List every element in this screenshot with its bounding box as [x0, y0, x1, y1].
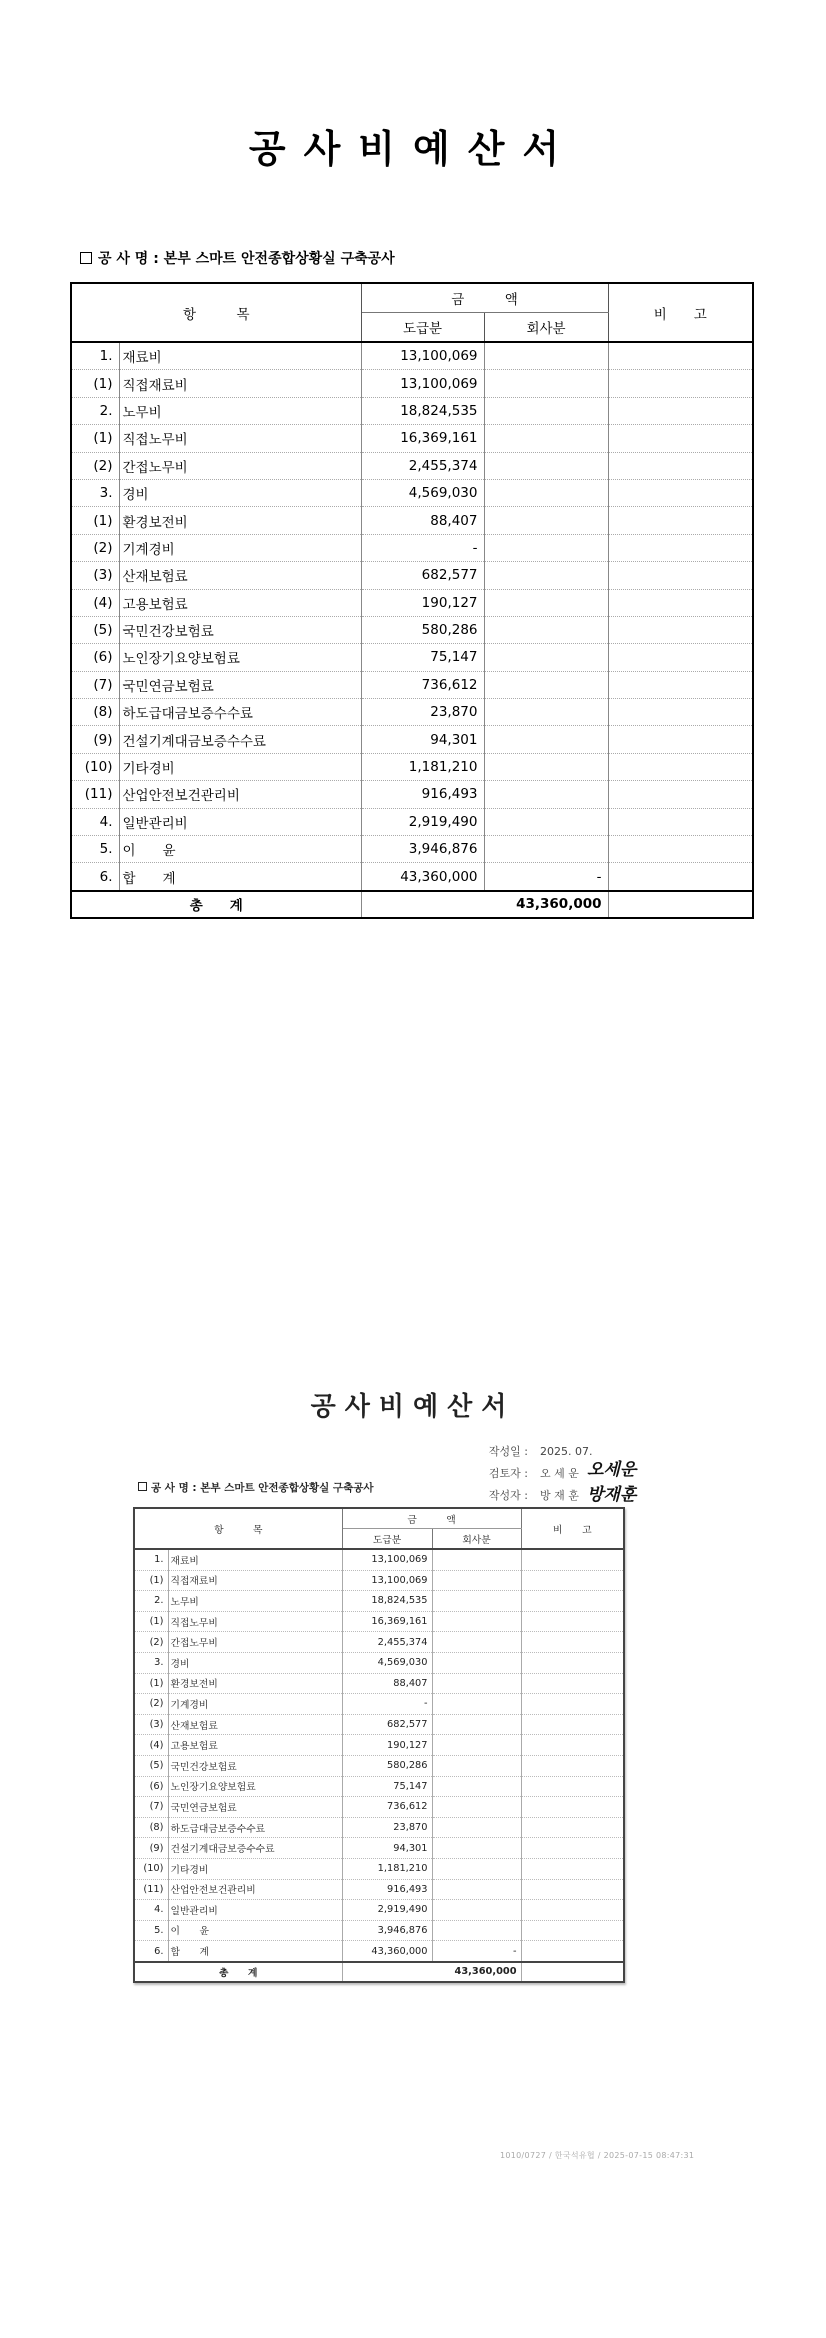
header-amount: 금 액	[361, 283, 608, 313]
row-company-amount	[432, 1858, 521, 1879]
row-number: (1)	[134, 1611, 168, 1632]
row-company-amount	[432, 1879, 521, 1900]
row-number: (1)	[71, 425, 119, 452]
row-company-amount	[484, 452, 608, 479]
row-company-amount	[484, 671, 608, 698]
row-contract-amount: 1,181,210	[342, 1858, 432, 1879]
row-company-amount	[432, 1570, 521, 1591]
row-remarks	[608, 425, 753, 452]
row-label: 합 계	[119, 863, 361, 891]
table-row	[134, 1817, 624, 1838]
row-label: 기계경비	[168, 1694, 342, 1715]
row-number: (3)	[71, 562, 119, 589]
row-number: (2)	[71, 452, 119, 479]
row-contract-amount: 190,127	[361, 589, 484, 616]
row-label: 국민연금보험료	[168, 1797, 342, 1818]
header-company: 회사분	[432, 1529, 521, 1550]
row-contract-amount: 75,147	[342, 1776, 432, 1797]
author-name: 방 재 훈	[540, 1489, 579, 1502]
row-remarks	[521, 1714, 624, 1735]
row-contract-amount: 94,301	[361, 726, 484, 753]
print-stamp: 1010/0727 / 한국석유협 / 2025-07-15 08:47:31	[500, 2151, 695, 2160]
row-label: 국민연금보험료	[119, 671, 361, 698]
row-company-amount	[484, 534, 608, 561]
table-row	[134, 1652, 624, 1673]
row-company-amount	[484, 644, 608, 671]
row-number: (7)	[134, 1797, 168, 1818]
row-label: 산재보험료	[119, 562, 361, 589]
row-company-amount	[432, 1755, 521, 1776]
row-contract-amount: 88,407	[361, 507, 484, 534]
row-number: (10)	[71, 753, 119, 780]
checkbox-square-icon	[138, 1482, 147, 1491]
table-row	[134, 1920, 624, 1941]
table-row	[134, 1858, 624, 1879]
budget-table	[70, 282, 754, 919]
row-number: (2)	[134, 1694, 168, 1715]
row-contract-amount: 13,100,069	[342, 1570, 432, 1591]
row-remarks	[608, 342, 753, 370]
table-row	[71, 699, 753, 726]
row-contract-amount: 2,455,374	[361, 452, 484, 479]
row-remarks	[521, 1632, 624, 1653]
row-remarks	[608, 808, 753, 835]
row-company-amount	[432, 1920, 521, 1941]
table-row	[134, 1591, 624, 1612]
table-row	[71, 370, 753, 397]
row-company-amount	[432, 1900, 521, 1921]
row-remarks	[608, 589, 753, 616]
reviewer-line	[472, 1465, 579, 1481]
row-company-amount	[432, 1838, 521, 1859]
project-label: 공 사 명 : 본부 스마트 안전종합상황실 구축공사	[151, 1482, 374, 1494]
row-remarks	[608, 534, 753, 561]
row-contract-amount: 682,577	[342, 1714, 432, 1735]
row-company-amount	[432, 1776, 521, 1797]
header-remarks: 비 고	[521, 1508, 624, 1549]
row-label: 하도급대금보증수수료	[119, 699, 361, 726]
row-contract-amount: 2,919,490	[361, 808, 484, 835]
row-company-amount	[432, 1694, 521, 1715]
row-label: 건설기계대금보증수수료	[168, 1838, 342, 1859]
table-row	[134, 1797, 624, 1818]
row-label: 일반관리비	[168, 1900, 342, 1921]
row-contract-amount: 736,612	[342, 1797, 432, 1818]
row-number: 2.	[134, 1591, 168, 1612]
row-contract-amount: 94,301	[342, 1838, 432, 1859]
row-remarks	[521, 1570, 624, 1591]
row-company-amount	[484, 808, 608, 835]
row-contract-amount: 16,369,161	[361, 425, 484, 452]
row-remarks	[521, 1591, 624, 1612]
row-remarks	[608, 616, 753, 643]
row-remarks	[608, 562, 753, 589]
row-number: 3.	[134, 1652, 168, 1673]
row-number: 1.	[71, 342, 119, 370]
row-label: 환경보전비	[119, 507, 361, 534]
row-label: 환경보전비	[168, 1673, 342, 1694]
total-remarks	[608, 891, 753, 918]
row-remarks	[521, 1817, 624, 1838]
row-label: 노인장기요양보험료	[168, 1776, 342, 1797]
row-company-amount	[484, 507, 608, 534]
total-remarks	[521, 1962, 624, 1982]
row-label: 노인장기요양보험료	[119, 644, 361, 671]
table-row	[71, 808, 753, 835]
row-remarks	[521, 1838, 624, 1859]
row-company-amount	[432, 1817, 521, 1838]
table-row	[134, 1879, 624, 1900]
row-label: 재료비	[168, 1549, 342, 1570]
table-row	[71, 781, 753, 808]
table-row	[71, 397, 753, 424]
reviewer-label: 검토자 :	[488, 1467, 528, 1480]
row-company-amount	[484, 836, 608, 863]
row-number: 6.	[71, 863, 119, 891]
row-contract-amount: 3,946,876	[342, 1920, 432, 1941]
row-remarks	[521, 1694, 624, 1715]
row-company-amount	[432, 1591, 521, 1612]
row-company-amount	[484, 397, 608, 424]
row-label: 산재보험료	[168, 1714, 342, 1735]
table-row	[71, 753, 753, 780]
row-company-amount	[484, 781, 608, 808]
project-name	[80, 248, 395, 268]
row-remarks	[521, 1900, 624, 1921]
row-company-amount	[484, 753, 608, 780]
row-company-amount	[432, 1797, 521, 1818]
row-label: 직접노무비	[168, 1611, 342, 1632]
row-label: 고용보험료	[168, 1735, 342, 1756]
table-row	[134, 1632, 624, 1653]
row-remarks	[608, 479, 753, 506]
row-label: 직접노무비	[119, 425, 361, 452]
row-company-amount	[484, 370, 608, 397]
scanned-document-title: 공사비예산서	[310, 1392, 516, 1422]
row-number: 1.	[134, 1549, 168, 1570]
row-label: 직접재료비	[168, 1570, 342, 1591]
row-number: (9)	[71, 726, 119, 753]
row-remarks	[608, 644, 753, 671]
row-number: 5.	[71, 836, 119, 863]
row-label: 간접노무비	[119, 452, 361, 479]
row-label: 고용보험료	[119, 589, 361, 616]
row-label: 기계경비	[119, 534, 361, 561]
row-company-amount	[484, 562, 608, 589]
total-row	[134, 1962, 624, 1982]
row-label: 기타경비	[168, 1858, 342, 1879]
table-row	[134, 1549, 624, 1570]
row-remarks	[608, 671, 753, 698]
row-contract-amount: 43,360,000	[361, 863, 484, 891]
row-contract-amount: 23,870	[342, 1817, 432, 1838]
row-company-amount	[484, 342, 608, 370]
row-contract-amount: 13,100,069	[361, 342, 484, 370]
row-contract-amount: 736,612	[361, 671, 484, 698]
header-contract: 도급분	[342, 1529, 432, 1550]
table-row	[134, 1673, 624, 1694]
row-contract-amount: 916,493	[342, 1879, 432, 1900]
row-number: (2)	[134, 1632, 168, 1653]
table-row	[71, 452, 753, 479]
row-remarks	[608, 781, 753, 808]
scanned-project-name	[138, 1480, 374, 1495]
row-contract-amount: 580,286	[361, 616, 484, 643]
checkbox-square-icon	[80, 252, 92, 264]
table-row	[134, 1611, 624, 1632]
row-remarks	[521, 1776, 624, 1797]
row-contract-amount: 2,919,490	[342, 1900, 432, 1921]
row-number: (6)	[71, 644, 119, 671]
row-label: 국민건강보험료	[119, 616, 361, 643]
table-row	[134, 1776, 624, 1797]
row-number: 4.	[134, 1900, 168, 1921]
row-number: (11)	[71, 781, 119, 808]
row-contract-amount: 916,493	[361, 781, 484, 808]
row-contract-amount: -	[361, 534, 484, 561]
table-row	[134, 1735, 624, 1756]
row-remarks	[608, 699, 753, 726]
row-number: (2)	[71, 534, 119, 561]
scanned-budget-table	[133, 1507, 625, 1983]
date-value: 2025. 07.	[540, 1445, 593, 1458]
table-row	[71, 863, 753, 891]
table-row	[134, 1570, 624, 1591]
table-row	[71, 562, 753, 589]
total-value: 43,360,000	[361, 891, 608, 918]
row-remarks	[608, 753, 753, 780]
row-label: 이 윤	[119, 836, 361, 863]
row-number: (7)	[71, 671, 119, 698]
row-number: (1)	[134, 1570, 168, 1591]
table-row	[71, 589, 753, 616]
row-company-amount	[484, 425, 608, 452]
row-number: (11)	[134, 1879, 168, 1900]
row-contract-amount: 13,100,069	[361, 370, 484, 397]
row-label: 경비	[168, 1652, 342, 1673]
header-item: 항 목	[71, 283, 361, 342]
row-company-amount	[484, 479, 608, 506]
row-label: 건설기계대금보증수수료	[119, 726, 361, 753]
row-contract-amount: 4,569,030	[361, 479, 484, 506]
row-contract-amount: 682,577	[361, 562, 484, 589]
row-number: 3.	[71, 479, 119, 506]
row-number: (4)	[134, 1735, 168, 1756]
reviewer-signature: 오세운	[587, 1460, 637, 1480]
table-row	[71, 507, 753, 534]
row-label: 하도급대금보증수수료	[168, 1817, 342, 1838]
row-number: (9)	[134, 1838, 168, 1859]
row-company-amount	[484, 589, 608, 616]
table-row	[71, 671, 753, 698]
row-number: (4)	[71, 589, 119, 616]
author-signature: 방재훈	[587, 1485, 637, 1505]
total-row	[71, 891, 753, 918]
row-company-amount: -	[484, 863, 608, 891]
row-number: (5)	[71, 616, 119, 643]
header-amount: 금 액	[342, 1508, 521, 1529]
row-company-amount	[432, 1735, 521, 1756]
header-remarks: 비 고	[608, 283, 753, 342]
table-row	[134, 1755, 624, 1776]
date-label: 작성일 :	[488, 1445, 528, 1458]
row-company-amount: -	[432, 1941, 521, 1962]
row-company-amount	[432, 1549, 521, 1570]
row-contract-amount: 23,870	[361, 699, 484, 726]
row-remarks	[608, 863, 753, 891]
row-remarks	[521, 1941, 624, 1962]
row-label: 일반관리비	[119, 808, 361, 835]
row-company-amount	[432, 1611, 521, 1632]
row-company-amount	[484, 726, 608, 753]
row-contract-amount: 4,569,030	[342, 1652, 432, 1673]
row-number: 2.	[71, 397, 119, 424]
row-contract-amount: -	[342, 1694, 432, 1715]
table-row	[71, 726, 753, 753]
date-line	[472, 1443, 592, 1459]
table-row	[134, 1694, 624, 1715]
table-row	[71, 836, 753, 863]
table-row	[71, 479, 753, 506]
row-contract-amount: 75,147	[361, 644, 484, 671]
row-label: 산업안전보건관리비	[119, 781, 361, 808]
table-row	[134, 1941, 624, 1962]
row-company-amount	[432, 1652, 521, 1673]
row-label: 직접재료비	[119, 370, 361, 397]
row-remarks	[521, 1673, 624, 1694]
row-label: 간접노무비	[168, 1632, 342, 1653]
row-number: 5.	[134, 1920, 168, 1941]
row-contract-amount: 1,181,210	[361, 753, 484, 780]
row-number: 6.	[134, 1941, 168, 1962]
author-label: 작성자 :	[488, 1489, 528, 1502]
row-label: 노무비	[168, 1591, 342, 1612]
row-remarks	[521, 1735, 624, 1756]
row-remarks	[608, 726, 753, 753]
row-remarks	[521, 1858, 624, 1879]
row-remarks	[521, 1879, 624, 1900]
header-contract: 도급분	[361, 313, 484, 343]
row-number: (1)	[134, 1673, 168, 1694]
row-remarks	[521, 1797, 624, 1818]
row-contract-amount: 190,127	[342, 1735, 432, 1756]
header-company: 회사분	[484, 313, 608, 343]
row-label: 경비	[119, 479, 361, 506]
table-row	[134, 1838, 624, 1859]
row-company-amount	[484, 699, 608, 726]
row-remarks	[521, 1755, 624, 1776]
table-row	[71, 342, 753, 370]
row-contract-amount: 3,946,876	[361, 836, 484, 863]
table-row	[134, 1714, 624, 1735]
row-contract-amount: 2,455,374	[342, 1632, 432, 1653]
row-remarks	[608, 507, 753, 534]
table-row	[71, 644, 753, 671]
row-contract-amount: 43,360,000	[342, 1941, 432, 1962]
row-number: (1)	[71, 507, 119, 534]
row-remarks	[608, 452, 753, 479]
row-remarks	[521, 1611, 624, 1632]
row-company-amount	[432, 1632, 521, 1653]
row-company-amount	[432, 1714, 521, 1735]
row-label: 합 계	[168, 1941, 342, 1962]
row-remarks	[521, 1920, 624, 1941]
row-remarks	[608, 397, 753, 424]
row-remarks	[521, 1549, 624, 1570]
row-number: (10)	[134, 1858, 168, 1879]
row-label: 이 윤	[168, 1920, 342, 1941]
row-contract-amount: 13,100,069	[342, 1549, 432, 1570]
row-number: (5)	[134, 1755, 168, 1776]
author-line	[472, 1487, 579, 1503]
document-title: 공사비예산서	[248, 127, 578, 171]
row-contract-amount: 16,369,161	[342, 1611, 432, 1632]
table-row	[71, 534, 753, 561]
row-remarks	[608, 836, 753, 863]
total-label: 총 계	[71, 891, 361, 918]
row-number: (8)	[71, 699, 119, 726]
table-row	[71, 425, 753, 452]
row-contract-amount: 18,824,535	[342, 1591, 432, 1612]
row-label: 국민건강보험료	[168, 1755, 342, 1776]
project-label: 공 사 명 : 본부 스마트 안전종합상황실 구축공사	[98, 251, 395, 267]
row-number: (6)	[134, 1776, 168, 1797]
reviewer-name: 오 세 운	[540, 1467, 579, 1480]
row-company-amount	[484, 616, 608, 643]
table-row	[71, 616, 753, 643]
row-label: 산업안전보건관리비	[168, 1879, 342, 1900]
row-number: (1)	[71, 370, 119, 397]
row-number: 4.	[71, 808, 119, 835]
row-remarks	[608, 370, 753, 397]
row-contract-amount: 580,286	[342, 1755, 432, 1776]
row-label: 재료비	[119, 342, 361, 370]
row-company-amount	[432, 1673, 521, 1694]
row-number: (8)	[134, 1817, 168, 1838]
row-contract-amount: 88,407	[342, 1673, 432, 1694]
row-remarks	[521, 1652, 624, 1673]
row-label: 기타경비	[119, 753, 361, 780]
table-row	[134, 1900, 624, 1921]
row-label: 노무비	[119, 397, 361, 424]
row-number: (3)	[134, 1714, 168, 1735]
header-item: 항 목	[134, 1508, 342, 1549]
total-label: 총 계	[134, 1962, 342, 1982]
total-value: 43,360,000	[342, 1962, 521, 1982]
row-contract-amount: 18,824,535	[361, 397, 484, 424]
